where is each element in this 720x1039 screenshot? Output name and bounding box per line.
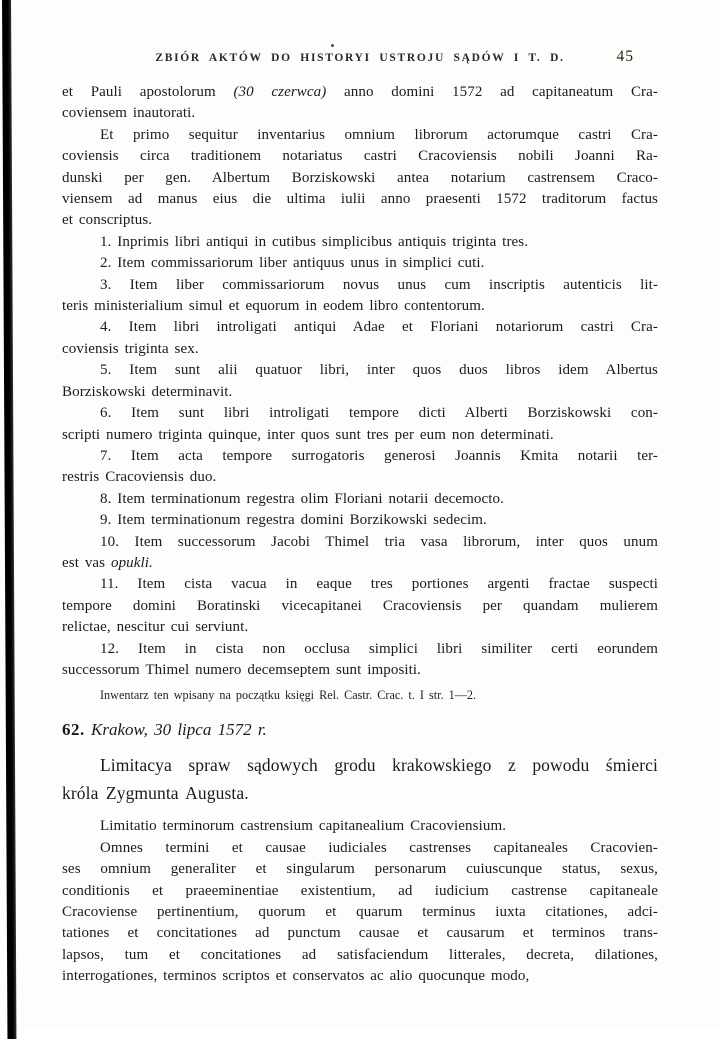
inventory-item-3: [62, 275, 658, 318]
text-line: 8. Item terminationum regestra olim Floriani notarii decemocto.: [100, 490, 504, 507]
inventory-item-1: [62, 232, 658, 253]
text-line: 4. Item libri introligati antiqui Adae et Floriani notariorum castri Cra-: [100, 319, 658, 336]
text-segment: et Pauli apostolorum: [62, 84, 234, 100]
text-line: Cracoviense pertinentium, quorum et quarum terminus iuxta citationes, adci-: [62, 904, 658, 920]
text-line: teris ministerialium simul et equorum in eodem libro contentorum.: [62, 298, 485, 315]
italic-term-segment: opukli.: [110, 554, 153, 571]
running-title: ZBIÓR AKTÓW DO HISTORYI USTROJU SĄDÓW I T. D.: [155, 52, 565, 64]
text-line: 12. Item in cista non occlusa simplici libri similiter certi eorundem: [100, 640, 658, 657]
text-line: 10. Item successorum Jacobi Thimel tria vasa librorum, inter quos unum: [100, 533, 658, 550]
page-number: 45: [616, 48, 634, 65]
section-heading: [62, 719, 658, 741]
text-line: interrogationes, terminos scriptos et conservatos ac alio quocunque modo,: [62, 968, 530, 985]
text-line: et conscriptus.: [62, 212, 153, 229]
text-line: coviensis circa traditionem notariatus castri Cracoviensis nobili Joanni Ra-: [62, 148, 658, 165]
inventory-item-4: [62, 317, 658, 360]
text-line: [62, 82, 658, 103]
inventory-item-12: [62, 639, 658, 682]
text-line: 11. Item cista vacua in eaque tres portiones argenti fractae suspecti: [100, 576, 658, 593]
italic-date-segment: (30 czerwca): [233, 84, 327, 100]
text-segment: est vas: [62, 554, 111, 571]
inventory-item-8: [62, 489, 658, 510]
source-footnote: Inwentarz ten wpisany na początku księgi Rel. Castr. Crac. t. I str. 1—2.: [100, 688, 476, 703]
text-line: successorum Thimel numero decemseptem sunt impositi.: [62, 661, 422, 678]
section-date-heading: Krakow, 30 lipca 1572 r.: [91, 720, 267, 740]
text-line: Et primo sequitur inventarius omnium librorum actorumque castri Cra-: [100, 126, 658, 143]
text-line: relictae, nescitur cui serviunt.: [62, 619, 249, 636]
inventory-item-7: [62, 446, 658, 489]
text-line: 5. Item sunt alii quatuor libri, inter quos duos libros idem Albertus: [100, 362, 658, 379]
text-line: conditionis et praeeminentiae existentium, ad iudicium castrense capitaneale: [62, 882, 658, 899]
text-line: Omnes termini et causae iudiciales castrenses capitaneales Cracovien-: [100, 839, 658, 856]
document-title: [62, 752, 658, 807]
text-line: viensem ad manus eius die ultima iulii anno praesenti 1572 traditorum factus: [62, 191, 658, 208]
latin-subtitle-block: [62, 816, 658, 837]
text-line: Limitatio terminorum castrensium capitanealium Cracoviensium.: [100, 818, 507, 835]
text-line: 6. Item sunt libri introligati tempore dicti Alberti Borziskowski con-: [100, 405, 658, 422]
text-line: lapsos, tum et concitationes ad satisfaciendum litterales, decreta, dilationes,: [62, 946, 658, 963]
text-line: dunski per gen. Albertum Borziskowski antea notarium castrensem Craco-: [62, 169, 658, 186]
text-line: tationes et concitationes ad punctum causae et causarum et terminos trans-: [62, 925, 658, 942]
text-line: coviensis triginta sex.: [62, 340, 199, 357]
text-line: ses omnium generaliter et singularum personarum cuiuscunque status, sexus,: [62, 861, 658, 878]
inventory-item-10: [62, 532, 658, 575]
inventory-item-11: [62, 574, 658, 638]
text-line: [62, 553, 658, 574]
inventory-item-5: [62, 360, 658, 403]
text-line: tempore domini Boratinski vicecapitanei Cracoviensis per quandam mulierem: [62, 597, 658, 614]
scan-gutter-band: [2, 0, 16, 1039]
page-header: [62, 48, 658, 65]
text-line: 9. Item terminationum regestra domini Borzikowski sedecim.: [100, 512, 487, 529]
text-line: scripti numero triginta quinque, inter quos sunt tres per eum non determinati.: [62, 426, 554, 443]
scan-speck: [331, 44, 334, 47]
text-line: 1. Inprimis libri antiqui in cutibus simplicibus antiquis triginta tres.: [100, 233, 529, 250]
paragraph-omnes-termini: [62, 838, 658, 988]
text-line: restris Cracoviensis duo.: [62, 469, 217, 486]
inventory-item-9: [62, 510, 658, 531]
inventory-item-2: [62, 253, 658, 274]
text-line: Borziskowski determinavit.: [62, 383, 233, 400]
paragraph-inauguration: [62, 82, 658, 125]
text-segment: anno domini 1572 ad capitaneatum Cra-: [326, 84, 658, 100]
text-line: 7. Item acta tempore surrogatoris generosi Joannis Kmita notarii ter-: [100, 447, 658, 464]
text-line: 2. Item commissariorum liber antiquus unus in simplici cuti.: [100, 255, 485, 272]
text-line: coviensem inautorati.: [62, 105, 196, 122]
section-number: 62.: [62, 720, 85, 740]
inventory-item-6: [62, 403, 658, 446]
text-line: 3. Item liber commissariorum novus unus cum inscriptis autenticis lit-: [100, 276, 658, 293]
title-line: króla Zygmunta Augusta.: [62, 782, 249, 803]
text-column: [62, 82, 658, 988]
paragraph-inventory-intro: [62, 125, 658, 232]
title-line: Limitacya spraw sądowych grodu krakowskiego z powodu śmierci: [100, 755, 658, 776]
